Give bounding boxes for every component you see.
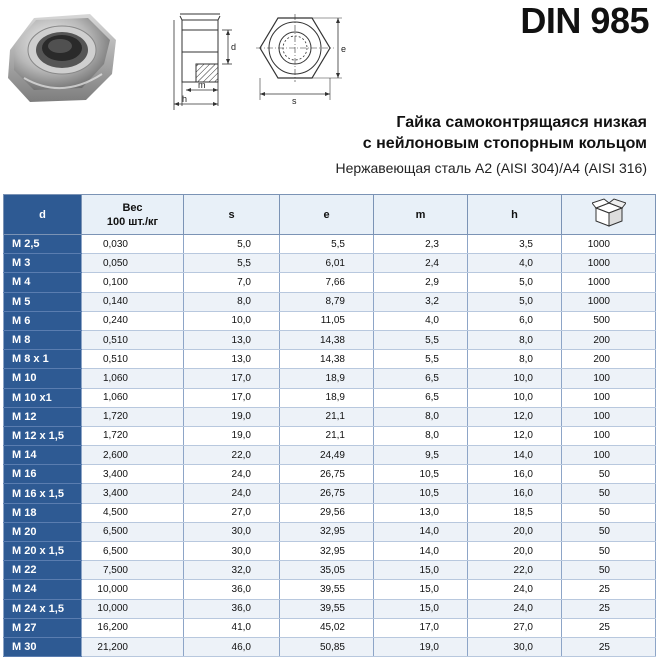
cell-m: 13,0 bbox=[374, 503, 468, 522]
cell-d: M 30 bbox=[4, 637, 82, 656]
cell-e: 32,95 bbox=[280, 542, 374, 561]
cell-weight: 3,400 bbox=[82, 484, 184, 503]
cell-e: 18,9 bbox=[280, 388, 374, 407]
cell-h: 12,0 bbox=[468, 426, 562, 445]
cell-weight: 3,400 bbox=[82, 465, 184, 484]
cell-h: 8,0 bbox=[468, 330, 562, 349]
cell-weight: 1,720 bbox=[82, 426, 184, 445]
cell-e: 26,75 bbox=[280, 465, 374, 484]
header-weight-line2: 100 шт./кг bbox=[106, 215, 159, 228]
cell-s: 13,0 bbox=[184, 330, 280, 349]
label-d: d bbox=[231, 42, 237, 52]
cell-s: 30,0 bbox=[184, 522, 280, 541]
cell-h: 20,0 bbox=[468, 542, 562, 561]
nut-front-drawing bbox=[250, 6, 350, 106]
table-row bbox=[4, 388, 656, 407]
cell-m: 14,0 bbox=[374, 542, 468, 561]
cell-h: 12,0 bbox=[468, 407, 562, 426]
label-h: h bbox=[182, 94, 188, 104]
cell-d: M 12 x 1,5 bbox=[4, 426, 82, 445]
cell-d: M 16 bbox=[4, 465, 82, 484]
cell-d: M 24 x 1,5 bbox=[4, 599, 82, 618]
cell-weight: 0,240 bbox=[82, 311, 184, 330]
cell-d: M 27 bbox=[4, 618, 82, 637]
cell-m: 8,0 bbox=[374, 426, 468, 445]
nut-photo bbox=[4, 8, 122, 106]
cell-d: M 4 bbox=[4, 273, 82, 292]
cell-m: 5,5 bbox=[374, 350, 468, 369]
cell-e: 50,85 bbox=[280, 637, 374, 656]
cell-d: M 3 bbox=[4, 254, 82, 273]
cell-s: 32,0 bbox=[184, 561, 280, 580]
cell-pack: 100 bbox=[562, 369, 656, 388]
cell-h: 3,5 bbox=[468, 235, 562, 254]
cell-e: 7,66 bbox=[280, 273, 374, 292]
cell-pack: 200 bbox=[562, 330, 656, 349]
cell-s: 46,0 bbox=[184, 637, 280, 656]
cell-s: 7,0 bbox=[184, 273, 280, 292]
material-description: Нержавеющая сталь А2 (AISI 304)/А4 (AISI 316) bbox=[335, 160, 647, 176]
table-row bbox=[4, 407, 656, 426]
page-title: DIN 985 bbox=[520, 0, 649, 41]
table-row bbox=[4, 599, 656, 618]
label-s: s bbox=[292, 96, 297, 106]
table-row bbox=[4, 542, 656, 561]
cell-weight: 0,050 bbox=[82, 254, 184, 273]
cell-pack: 1000 bbox=[562, 273, 656, 292]
cell-weight: 0,140 bbox=[82, 292, 184, 311]
header-m: m bbox=[374, 195, 468, 235]
cell-e: 29,56 bbox=[280, 503, 374, 522]
cell-d: M 6 bbox=[4, 311, 82, 330]
cell-weight: 10,000 bbox=[82, 580, 184, 599]
label-m: m bbox=[198, 80, 206, 90]
cell-s: 19,0 bbox=[184, 407, 280, 426]
cell-pack: 25 bbox=[562, 599, 656, 618]
nut-side-drawing bbox=[160, 6, 250, 114]
cell-h: 22,0 bbox=[468, 561, 562, 580]
cell-d: M 22 bbox=[4, 561, 82, 580]
cell-e: 14,38 bbox=[280, 350, 374, 369]
cell-s: 8,0 bbox=[184, 292, 280, 311]
cell-e: 39,55 bbox=[280, 599, 374, 618]
table-row bbox=[4, 273, 656, 292]
cell-h: 10,0 bbox=[468, 369, 562, 388]
cell-s: 10,0 bbox=[184, 311, 280, 330]
table-row bbox=[4, 637, 656, 656]
header-h: h bbox=[468, 195, 562, 235]
cell-pack: 50 bbox=[562, 561, 656, 580]
cell-s: 36,0 bbox=[184, 580, 280, 599]
cell-h: 24,0 bbox=[468, 599, 562, 618]
cell-m: 8,0 bbox=[374, 407, 468, 426]
header-pack bbox=[562, 195, 656, 235]
cell-h: 16,0 bbox=[468, 465, 562, 484]
cell-d: M 18 bbox=[4, 503, 82, 522]
cell-e: 5,5 bbox=[280, 235, 374, 254]
table-row bbox=[4, 369, 656, 388]
cell-pack: 200 bbox=[562, 350, 656, 369]
cell-weight: 1,720 bbox=[82, 407, 184, 426]
cell-pack: 100 bbox=[562, 446, 656, 465]
table-row bbox=[4, 618, 656, 637]
cell-d: M 5 bbox=[4, 292, 82, 311]
product-name-line2: с нейлоновым стопорным кольцом bbox=[362, 135, 647, 152]
cell-pack: 1000 bbox=[562, 292, 656, 311]
cell-weight: 21,200 bbox=[82, 637, 184, 656]
cell-h: 14,0 bbox=[468, 446, 562, 465]
cell-d: M 2,5 bbox=[4, 235, 82, 254]
header-weight bbox=[82, 195, 184, 235]
cell-weight: 0,510 bbox=[82, 330, 184, 349]
cell-pack: 100 bbox=[562, 407, 656, 426]
cell-h: 24,0 bbox=[468, 580, 562, 599]
cell-weight: 6,500 bbox=[82, 522, 184, 541]
cell-s: 27,0 bbox=[184, 503, 280, 522]
cell-e: 18,9 bbox=[280, 369, 374, 388]
table-row bbox=[4, 254, 656, 273]
cell-pack: 1000 bbox=[562, 254, 656, 273]
label-e: e bbox=[341, 44, 347, 54]
cell-h: 10,0 bbox=[468, 388, 562, 407]
cell-d: M 24 bbox=[4, 580, 82, 599]
cell-m: 10,5 bbox=[374, 465, 468, 484]
header-e: e bbox=[280, 195, 374, 235]
cell-weight: 1,060 bbox=[82, 369, 184, 388]
cell-d: M 16 x 1,5 bbox=[4, 484, 82, 503]
cell-e: 35,05 bbox=[280, 561, 374, 580]
cell-weight: 1,060 bbox=[82, 388, 184, 407]
cell-d: M 20 x 1,5 bbox=[4, 542, 82, 561]
cell-m: 2,4 bbox=[374, 254, 468, 273]
cell-m: 4,0 bbox=[374, 311, 468, 330]
cell-pack: 25 bbox=[562, 618, 656, 637]
cell-d: M 14 bbox=[4, 446, 82, 465]
cell-pack: 25 bbox=[562, 580, 656, 599]
cell-s: 17,0 bbox=[184, 388, 280, 407]
table-row bbox=[4, 446, 656, 465]
cell-m: 9,5 bbox=[374, 446, 468, 465]
table-row bbox=[4, 235, 656, 254]
cell-m: 10,5 bbox=[374, 484, 468, 503]
cell-e: 26,75 bbox=[280, 484, 374, 503]
cell-h: 20,0 bbox=[468, 522, 562, 541]
product-name-line1: Гайка самоконтрящаяся низкая bbox=[396, 114, 647, 131]
table-row bbox=[4, 561, 656, 580]
table-row bbox=[4, 330, 656, 349]
cell-m: 15,0 bbox=[374, 561, 468, 580]
table-row bbox=[4, 426, 656, 445]
cell-m: 19,0 bbox=[374, 637, 468, 656]
cell-pack: 50 bbox=[562, 542, 656, 561]
cell-h: 5,0 bbox=[468, 292, 562, 311]
table-row bbox=[4, 292, 656, 311]
cell-m: 15,0 bbox=[374, 599, 468, 618]
cell-weight: 16,200 bbox=[82, 618, 184, 637]
cell-pack: 25 bbox=[562, 637, 656, 656]
cell-m: 3,2 bbox=[374, 292, 468, 311]
cell-e: 6,01 bbox=[280, 254, 374, 273]
cell-weight: 2,600 bbox=[82, 446, 184, 465]
cell-e: 39,55 bbox=[280, 580, 374, 599]
table-row bbox=[4, 465, 656, 484]
cell-weight: 0,100 bbox=[82, 273, 184, 292]
cell-weight: 10,000 bbox=[82, 599, 184, 618]
table-header-row bbox=[4, 195, 656, 235]
table-row bbox=[4, 503, 656, 522]
cell-e: 45,02 bbox=[280, 618, 374, 637]
header-s: s bbox=[184, 195, 280, 235]
cell-m: 2,3 bbox=[374, 235, 468, 254]
cell-s: 24,0 bbox=[184, 465, 280, 484]
header-d: d bbox=[4, 195, 82, 235]
cell-m: 6,5 bbox=[374, 369, 468, 388]
cell-weight: 0,510 bbox=[82, 350, 184, 369]
cell-h: 30,0 bbox=[468, 637, 562, 656]
cell-pack: 50 bbox=[562, 465, 656, 484]
cell-h: 16,0 bbox=[468, 484, 562, 503]
cell-m: 15,0 bbox=[374, 580, 468, 599]
cell-d: M 10 bbox=[4, 369, 82, 388]
cell-s: 22,0 bbox=[184, 446, 280, 465]
cell-weight: 6,500 bbox=[82, 542, 184, 561]
cell-pack: 50 bbox=[562, 503, 656, 522]
dimensions-table bbox=[3, 194, 656, 657]
cell-pack: 50 bbox=[562, 522, 656, 541]
cell-s: 5,5 bbox=[184, 254, 280, 273]
table-row bbox=[4, 522, 656, 541]
cell-h: 5,0 bbox=[468, 273, 562, 292]
table-row bbox=[4, 484, 656, 503]
cell-m: 5,5 bbox=[374, 330, 468, 349]
cell-e: 21,1 bbox=[280, 407, 374, 426]
cell-s: 5,0 bbox=[184, 235, 280, 254]
table-row bbox=[4, 580, 656, 599]
cell-m: 17,0 bbox=[374, 618, 468, 637]
header-weight-line1: Вес bbox=[122, 201, 143, 214]
cell-pack: 500 bbox=[562, 311, 656, 330]
cell-weight: 4,500 bbox=[82, 503, 184, 522]
cell-pack: 1000 bbox=[562, 235, 656, 254]
cell-h: 8,0 bbox=[468, 350, 562, 369]
cell-d: M 12 bbox=[4, 407, 82, 426]
table-row bbox=[4, 311, 656, 330]
cell-h: 18,5 bbox=[468, 503, 562, 522]
cell-d: M 10 x1 bbox=[4, 388, 82, 407]
cell-m: 14,0 bbox=[374, 522, 468, 541]
cell-pack: 100 bbox=[562, 388, 656, 407]
cell-h: 4,0 bbox=[468, 254, 562, 273]
cell-weight: 0,030 bbox=[82, 235, 184, 254]
cell-s: 24,0 bbox=[184, 484, 280, 503]
cell-e: 24,49 bbox=[280, 446, 374, 465]
cell-d: M 8 x 1 bbox=[4, 350, 82, 369]
cell-s: 13,0 bbox=[184, 350, 280, 369]
cell-h: 27,0 bbox=[468, 618, 562, 637]
cell-d: M 8 bbox=[4, 330, 82, 349]
cell-e: 8,79 bbox=[280, 292, 374, 311]
cell-pack: 50 bbox=[562, 484, 656, 503]
cell-s: 36,0 bbox=[184, 599, 280, 618]
table-row bbox=[4, 350, 656, 369]
cell-weight: 7,500 bbox=[82, 561, 184, 580]
cell-e: 14,38 bbox=[280, 330, 374, 349]
cell-e: 21,1 bbox=[280, 426, 374, 445]
cell-h: 6,0 bbox=[468, 311, 562, 330]
package-box-icon bbox=[592, 198, 626, 228]
cell-d: M 20 bbox=[4, 522, 82, 541]
cell-s: 41,0 bbox=[184, 618, 280, 637]
cell-pack: 100 bbox=[562, 426, 656, 445]
cell-s: 17,0 bbox=[184, 369, 280, 388]
cell-s: 30,0 bbox=[184, 542, 280, 561]
cell-m: 2,9 bbox=[374, 273, 468, 292]
cell-e: 32,95 bbox=[280, 522, 374, 541]
cell-s: 19,0 bbox=[184, 426, 280, 445]
cell-e: 11,05 bbox=[280, 311, 374, 330]
cell-m: 6,5 bbox=[374, 388, 468, 407]
